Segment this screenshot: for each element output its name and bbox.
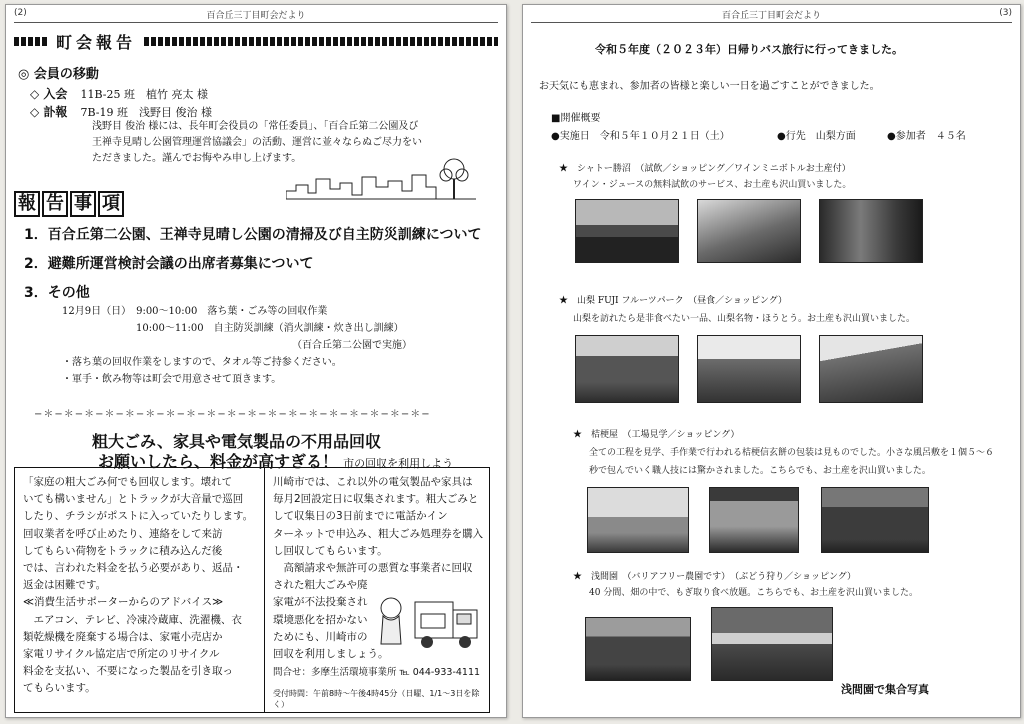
obituary-text: 浅野目 俊治 様には、長年町会役員の「常任委員」、「百合丘第二公園及び 王禅寺見晴し公園管理運営協議会」の活動、運営に並々ならぬご尽力をい ただきました。謹んでお悔やみ申し上げます。 <box>92 121 422 164</box>
trip-intro: お天気にも恵まれ、参加者の皆様と楽しい一日を過ごすことができました。 <box>539 81 880 92</box>
schedule-line: （百合丘第二公園で実施） <box>292 340 412 351</box>
left-page <box>5 4 507 718</box>
members-heading: ◎ 会員の移動 <box>18 67 99 82</box>
trip-title: 令和５年度（２０２３年）日帰りバス旅行に行ってきました。 <box>595 43 903 56</box>
banner-title: 町会報告 <box>56 32 137 52</box>
page-header <box>14 8 498 23</box>
overview-participants: ●参加者 ４５名 <box>887 131 966 142</box>
wine-shop-photo <box>819 199 923 263</box>
winery-photo <box>575 199 679 263</box>
garbage-right-column: 川崎市では、これ以外の電気製品や家具は 毎月2回設定日に収集されます。粗大ごみと して収集日の3日前までに電話かイン ターネットで申込み、粗大ごみ処理券を購入 し回収してもらいます。 高額請求や無許可の悪質な事業者に回収 された粗大ごみや廃 家電が不法投棄され 環境悪化を招かない ためにも、川崎市の 回収を利用しましょう。 <box>273 476 484 661</box>
overview-label: ■開催概要 <box>551 113 601 124</box>
overview-destination: ●行先 山梨方面 <box>777 131 856 142</box>
stop-description: 全ての工程を見学、手作業で行われる桔梗信玄餅の包装は見ものでした。小さな風呂敷を１個５～６ <box>589 448 995 458</box>
banner-bar-left <box>14 37 48 46</box>
section-banner <box>14 31 498 51</box>
tasting-photo <box>697 199 801 263</box>
fruit-park-shop-photo <box>819 335 923 403</box>
stop-description: 山梨を訪れたら是非食べたい一品、山梨名物・ほうとう。お土産も沢山買いました。 <box>573 314 916 324</box>
factory-tour-photo <box>709 487 799 553</box>
report-title: 報 告 事 項 <box>14 191 126 217</box>
stop-description: 40 分間、畑の中で、もぎ取り食べ放題。こちらでも、お土産を沢山買いました。 <box>589 588 919 598</box>
newsletter-name: 百合丘三丁目町会だより <box>206 11 306 21</box>
factory-photo <box>587 487 689 553</box>
truck-illustration <box>377 580 485 660</box>
note-line: ・軍手・飲み物等は町会で用意させて頂きます。 <box>62 374 282 385</box>
overview-date: ●実施日 令和５年１０月２１日（土） <box>551 131 730 142</box>
member-row: ◇ 入会 11B-25 班 植竹 亮太 様 <box>30 87 209 101</box>
newsletter-name: 百合丘三丁目町会だより <box>721 11 821 21</box>
star-divider: −＊−＊−＊−＊−＊−＊−＊−＊−＊−＊−＊−＊−＊−＊−＊−＊−＊−＊−＊− <box>34 409 431 420</box>
stop-name: ★ 浅間園 （バリアフリー農園です） （ぶどう狩り／ショッピング） <box>573 572 857 582</box>
hours-line: 受付時間：午前8時～午後4時45分（日曜、1/1～3日を除く） <box>273 689 480 709</box>
stop-description: ワイン・ジュースの無料試飲のサービス、お土産も沢山買いました。 <box>573 180 852 190</box>
garbage-title: 粗大ごみ、家具や電気製品の不用品回収 <box>92 432 381 451</box>
dining-hall-photo <box>697 335 801 403</box>
lunch-photo <box>575 335 679 403</box>
stop-name: ★ 桔梗屋 （工場見学／ショッピング） <box>573 430 740 440</box>
contact-line: 問合せ：多摩生活環境事業所 ℡ 044-933-4111 <box>273 667 481 678</box>
group-photo-caption: 浅間園で集合写真 <box>841 683 929 696</box>
report-item: 3．その他 <box>24 285 90 301</box>
cityscape-illustration <box>286 157 476 201</box>
stop-name: ★ シャトー勝沼 （試飲／ショッピング／ワインミニボトルお土産付） <box>559 164 851 174</box>
schedule-line: 10:00～11:00 自主防災訓練（消火訓練・炊き出し訓練） <box>136 323 404 334</box>
stop-description: 秒で包んでいく職人技には驚かされました。こちらでも、お土産を沢山買いました。 <box>589 466 931 476</box>
schedule-line: 12月9日（日） 9:00～10:00 落ち葉・ごみ等の回収作業 <box>62 306 328 317</box>
report-item: 2．避難所運営検討会議の出席者募集について <box>24 256 314 272</box>
group-photo <box>711 607 833 681</box>
page-header <box>531 8 1012 23</box>
report-item: 1．百合丘第二公園、王禅寺見晴し公園の清掃及び自主防災訓練について <box>24 227 482 243</box>
grape-picking-photo <box>585 617 691 681</box>
garbage-left-column: 「家庭の粗大ごみ何でも回収します。壊れて いても構いません」とトラックが大音量で巡回 したり、チラシがポストに入っていたりします。 回収業者を呼び止めたり、連絡をして来訪 してもらい荷物をトラックに積み込んだ後 では、言われた料金を払う必要があり、返品・ 返金は困難です。 ≪消費生活サポーターからのアドバイス≫ エアコン、テレビ、冷凍冷蔵庫、洗濯機、衣 類乾燥機を廃棄する場合は、家電小売店か 家電リサイクル協定店で所定のリサイクル 料金を支払い、不要になった製品を引き取っ てもらいます。 <box>23 476 254 695</box>
garbage-box <box>14 467 490 713</box>
right-page <box>522 4 1021 718</box>
note-line: ・落ち葉の回収作業をしますので、タオル等ご持参ください。 <box>62 357 342 368</box>
banner-bar-right <box>144 37 498 46</box>
page-number: (2) <box>14 8 27 18</box>
stop-name: ★ 山梨 FUJI フルーツパーク （昼食／ショッピング） <box>559 296 787 306</box>
packaging-line-photo <box>821 487 929 553</box>
box-divider <box>264 468 265 712</box>
member-row: ◇ 訃報 7B-19 班 浅野目 俊治 様 <box>30 105 213 119</box>
page-number: (3) <box>999 8 1012 18</box>
garbage-subtitle: お願いしたら、料金が高すぎる！ 市の回収を利用しよう <box>98 452 454 471</box>
